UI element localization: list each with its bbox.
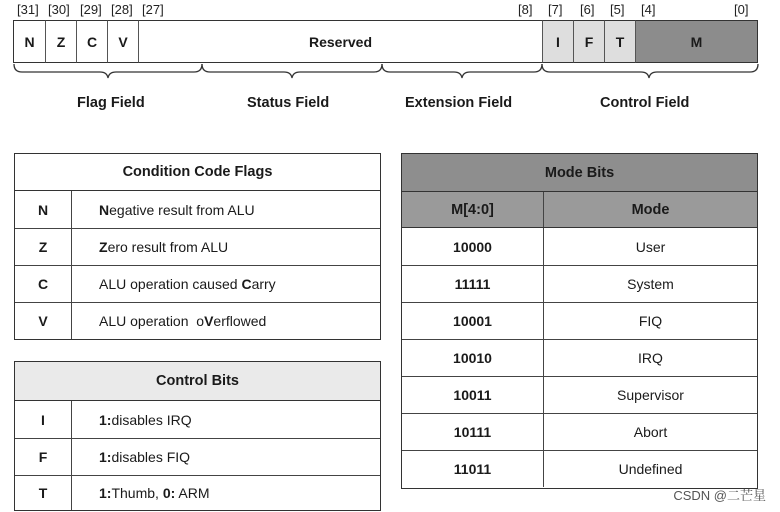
control-bit-description: 1: disables IRQ [99,411,192,428]
mode-name: System [627,276,674,292]
cell-c: C [76,20,107,63]
extension-field-label: Extension Field [405,95,513,111]
control-bit-key: T [15,476,72,510]
control-bit-key: F [15,439,72,475]
mode-bits-value: 11011 [402,451,544,487]
control-field-label: Control Field [600,95,690,111]
table-row [402,413,757,450]
cell-reserved: Reserved [138,20,542,63]
table-row [15,401,380,438]
flag-field-label: Flag Field [77,95,145,111]
mode-bits-value: 10010 [402,340,544,376]
mode-name: Abort [633,424,668,440]
table-row [402,302,757,339]
control-field-brace [542,64,758,78]
cell-f: F [573,20,604,63]
column-header-mode: Mode [631,201,670,218]
cell-t: T [604,20,635,63]
bit-number-6: [6] [580,2,595,17]
cell-v: V [107,20,138,63]
cell-z: Z [45,20,76,63]
bit-number-31: [31] [17,2,39,17]
table-row [15,302,380,339]
mode-bits-header-row [402,191,757,228]
mode-name: User [635,238,666,255]
watermark: CSDN @二芒星 [673,488,766,503]
column-header-bits: M[4:0] [402,192,544,227]
mode-bits-title: Mode Bits [402,154,757,191]
control-bit-key: I [15,401,72,438]
cell-n: N [13,20,45,63]
bit-number-8: [8] [518,2,533,17]
mode-name: Undefined [618,461,683,477]
flag-key: N [15,191,72,228]
flag-key: V [15,303,72,339]
table-row [15,438,380,475]
status-field-label: Status Field [247,95,330,111]
condition-code-flags-table [14,153,381,340]
control-bit-description: 1: disables FIQ [99,449,191,465]
bit-number-4: [4] [641,2,656,17]
mode-bits-value: 10011 [402,377,544,413]
bit-number-27: [27] [142,2,164,17]
status-field-brace [202,64,382,78]
extension-field-brace [382,64,542,78]
bit-number-0: [0] [734,2,749,17]
mode-bits-value: 10001 [402,303,544,339]
bit-number-28: [28] [111,2,133,17]
flag-description: N egative result from ALU [99,201,255,218]
control-bits-table [14,361,381,511]
flag-description: ALU operation o V erflowed [99,313,267,329]
table-row [402,376,757,413]
control-bit-description: 1: Thumb, 0: ARM [99,485,210,501]
table-row [15,191,380,228]
mode-bits-value: 10000 [402,228,544,265]
flag-description: ALU operation caused C arry [99,276,276,292]
mode-name: IRQ [638,350,663,366]
field-braces [0,60,780,90]
bit-number-30: [30] [48,2,70,17]
control-bits-title: Control Bits [15,362,380,401]
flag-description: Z ero result from ALU [99,239,229,255]
table-row [402,450,757,487]
mode-name: Supervisor [617,387,684,403]
mode-bits-table [401,153,758,489]
bit-number-29: [29] [80,2,102,17]
bit-number-7: [7] [548,2,563,17]
mode-name: FIQ [638,313,663,329]
cell-m: M [635,20,758,63]
table-row [15,228,380,265]
table-row [402,228,757,265]
bit-number-5: [5] [610,2,625,17]
table-row [402,339,757,376]
flag-field-brace [14,64,202,78]
mode-bits-value: 11111 [402,266,544,302]
condition-code-flags-title: Condition Code Flags [15,154,380,191]
cell-i: I [542,20,573,63]
table-row [15,475,380,510]
mode-bits-value: 10111 [402,414,544,450]
flag-key: Z [15,229,72,265]
table-row [15,265,380,302]
table-row [402,265,757,302]
flag-key: C [15,266,72,302]
